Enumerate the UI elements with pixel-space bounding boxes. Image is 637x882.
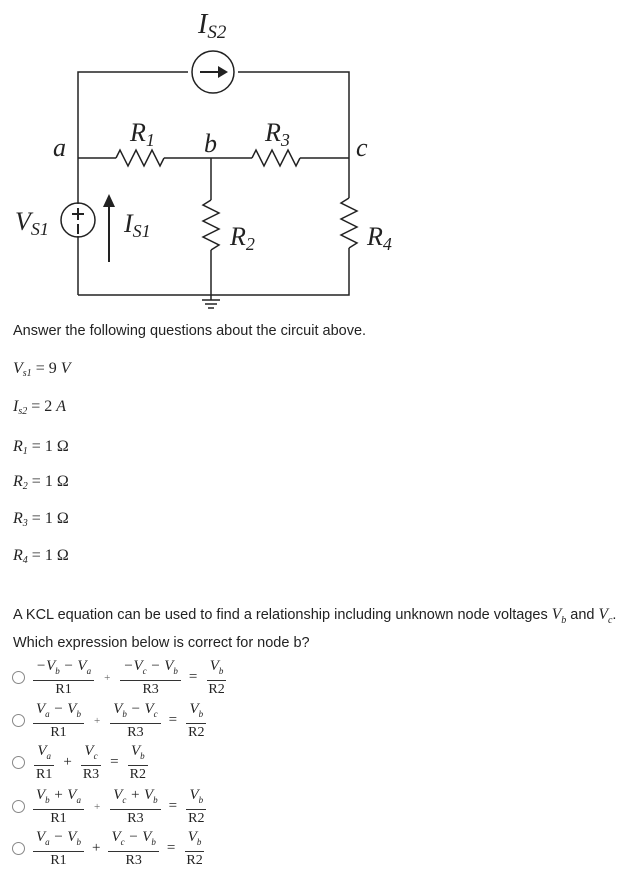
r4-zigzag — [341, 198, 357, 248]
term-2: $\frac{V_c - V_b}{R3}$ — [108, 828, 158, 869]
r3-zigzag — [252, 150, 300, 166]
circuit-diagram — [0, 0, 637, 320]
is1-arrow-icon — [103, 194, 115, 207]
term-2: $\frac{V_c + V_b}{R3}$ — [110, 786, 160, 827]
given-0: $V_{s1} = 9$ V — [13, 360, 71, 379]
radio-button[interactable] — [12, 714, 25, 727]
term-2: $\frac{V_b - V_c}{R3}$ — [110, 700, 160, 741]
term-1: $\frac{V_a - V_b}{R1}$ — [33, 828, 84, 869]
label-node-b: b — [204, 129, 217, 158]
answer-option-5[interactable] — [12, 828, 208, 869]
is2-arrow-icon — [218, 66, 228, 78]
given-4: $R_3 = 1$ Ω — [13, 510, 69, 529]
label-vs1: VS1 — [15, 207, 49, 239]
given-5: $R_4 = 1$ Ω — [13, 547, 69, 566]
question-prompt: Answer the following questions about the circuit above. — [13, 323, 367, 339]
radio-button[interactable] — [12, 671, 25, 684]
label-r2: R2 — [230, 222, 255, 254]
term-3: $\frac{V_b}{R2}$ — [188, 787, 205, 826]
given-3: $R_2 = 1$ Ω — [13, 473, 69, 492]
r1-zigzag — [116, 150, 164, 166]
term-1: $\frac{-V_b - V_a}{R1}$ — [33, 657, 94, 698]
label-is2: IS2 — [198, 9, 227, 43]
question-text: A KCL equation can be used to find a relationship including unknown node voltages $V_b$ and $V_c$. Which expression below is correct for node b? — [13, 606, 617, 652]
answer-option-2[interactable] — [12, 700, 209, 741]
term-3: $\frac{V_b}{R2}$ — [188, 701, 205, 740]
option-expression: $\frac{V_a - V_b}{R1}$ + $\frac{V_c - V_b}{R3}$ = $\frac{V_b}{R2}$ — [31, 828, 208, 869]
label-is1: IS1 — [124, 209, 151, 241]
term-1: $\frac{V_a - V_b}{R1}$ — [33, 700, 84, 741]
option-expression: $\frac{-V_b - V_a}{R1}$ + $\frac{-V_c - V_b}{R3}$ = $\frac{V_b}{R2}$ — [31, 657, 230, 698]
label-r3: R3 — [265, 118, 290, 150]
label-r4: R4 — [367, 222, 392, 254]
option-expression: $\frac{V_b + V_a}{R1}$ + $\frac{V_c + V_b}{R3}$ = $\frac{V_b}{R2}$ — [31, 786, 209, 827]
term-1: $\frac{V_b + V_a}{R1}$ — [33, 786, 84, 827]
term-1: $\frac{V_a}{R1}$ — [36, 743, 53, 782]
term-2: $\frac{V_c}{R3}$ — [82, 743, 100, 782]
given-1: $I_{s2} = 2$ A — [13, 398, 67, 417]
label-node-a: a — [53, 133, 66, 162]
answer-option-3[interactable] — [12, 742, 151, 783]
r2-zigzag — [203, 200, 219, 250]
term-3: $\frac{V_b}{R2}$ — [186, 829, 203, 868]
answer-option-1[interactable] — [12, 657, 230, 698]
label-node-c: c — [356, 133, 368, 162]
term-3: $\frac{V_b}{R2}$ — [208, 658, 225, 697]
radio-button[interactable] — [12, 756, 25, 769]
label-r1: R1 — [130, 118, 155, 150]
term-3: $\frac{V_b}{R2}$ — [129, 743, 146, 782]
given-2: $R_1 = 1$ Ω — [13, 438, 69, 457]
radio-button[interactable] — [12, 800, 25, 813]
option-expression: $\frac{V_a}{R1}$ + $\frac{V_c}{R3}$ = $\frac{V_b}{R2}$ — [31, 742, 151, 783]
radio-button[interactable] — [12, 842, 25, 855]
term-2: $\frac{-V_c - V_b}{R3}$ — [120, 657, 181, 698]
option-expression: $\frac{V_a - V_b}{R1}$ + $\frac{V_b - V_c}{R3}$ = $\frac{V_b}{R2}$ — [31, 700, 209, 741]
answer-option-4[interactable] — [12, 786, 209, 827]
